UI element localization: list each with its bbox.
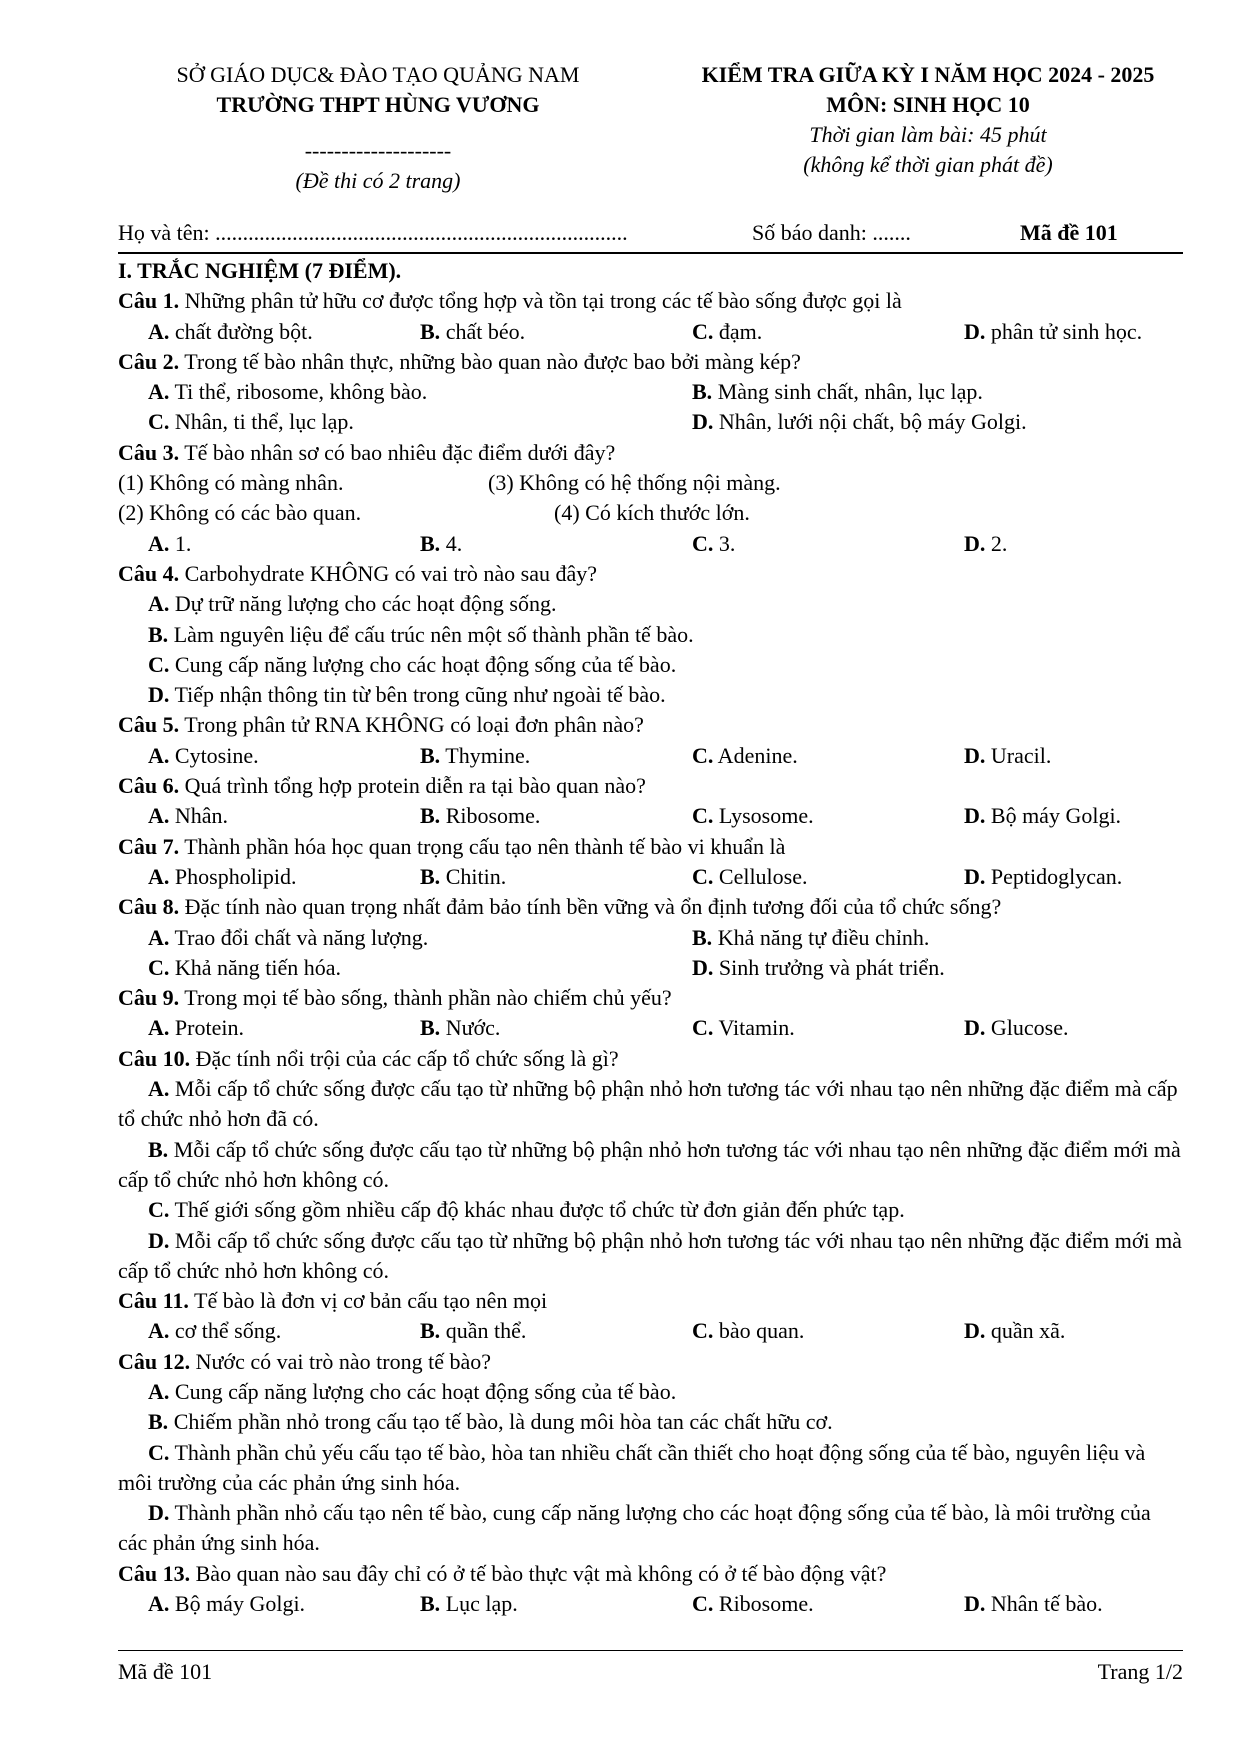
question-stem: [118, 347, 1183, 377]
option-letter: D.: [964, 1591, 986, 1617]
statement-row: [118, 468, 1183, 498]
header-divider: --------------------: [304, 138, 452, 163]
question-text: Đặc tính nào quan trọng nhất đảm bảo tính bền vững và ổn định tương đối của tổ chức sống?: [179, 894, 1002, 920]
student-info-row: [118, 218, 1183, 254]
options-row: [118, 923, 1183, 953]
answer-option-b[interactable]: [692, 377, 983, 407]
options-row: [118, 1074, 1183, 1135]
question-number: Câu 6.: [118, 773, 180, 799]
option-letter: D.: [964, 742, 986, 768]
option-text: bào quan.: [713, 1318, 805, 1344]
question-stem: [118, 1559, 1183, 1589]
answer-option-b[interactable]: [148, 620, 694, 650]
options-row: [118, 620, 1183, 650]
option-text: Cytosine.: [169, 742, 259, 768]
option-letter: B.: [692, 924, 713, 950]
option-text: Peptidoglycan.: [985, 863, 1123, 889]
option-text: 1.: [169, 530, 192, 556]
option-letter: B.: [420, 1591, 441, 1617]
option-text: Protein.: [169, 1015, 244, 1041]
footer-exam-code: Mã đề 101: [118, 1659, 213, 1684]
answer-option-a[interactable]: [148, 1013, 244, 1043]
options-row: [118, 1407, 1183, 1437]
option-text: Glucose.: [985, 1015, 1069, 1041]
student-name-field[interactable]: Họ và tên: ...........................................................................: [118, 220, 628, 245]
question-number: Câu 4.: [118, 560, 180, 586]
pages-note: (Đề thi có 2 trang): [295, 168, 461, 193]
option-letter: D.: [964, 530, 986, 556]
answer-option-c[interactable]: [148, 1197, 905, 1222]
option-letter: B.: [148, 1136, 169, 1162]
option-letter: D.: [148, 1500, 170, 1526]
answer-option-d[interactable]: [964, 741, 1051, 771]
option-letter: D.: [964, 318, 986, 344]
answer-option-b[interactable]: [420, 317, 525, 347]
options-row: [118, 317, 1183, 347]
answer-option-d[interactable]: [964, 1013, 1068, 1043]
answer-option-b[interactable]: [148, 1409, 833, 1434]
answer-option-d[interactable]: [148, 680, 666, 710]
answer-option-b[interactable]: [420, 1589, 518, 1619]
option-letter: C.: [692, 318, 714, 344]
answer-option-a[interactable]: [148, 317, 313, 347]
footer-page-number: Trang 1/2: [1097, 1659, 1183, 1684]
question-text: Đặc tính nổi trội của các cấp tổ chức sống là gì?: [190, 1045, 619, 1071]
answer-option-a[interactable]: [148, 589, 557, 619]
option-text: Cellulose.: [713, 863, 808, 889]
option-letter: A.: [148, 742, 170, 768]
question-number: Câu 12.: [118, 1348, 191, 1374]
question-number: Câu 1.: [118, 288, 180, 314]
option-letter: C.: [148, 954, 170, 980]
options-row: [118, 1316, 1183, 1346]
option-text: đạm.: [713, 318, 763, 344]
subject: MÔN: SINH HỌC 10: [826, 92, 1030, 117]
option-letter: C.: [692, 1015, 714, 1041]
answer-option-d[interactable]: [118, 1228, 1182, 1283]
questions-section: [118, 256, 1183, 1619]
option-text: Nhân tế bào.: [985, 1591, 1103, 1617]
options-row: [118, 741, 1183, 771]
question-stem: [118, 983, 1183, 1013]
option-text: Ribosome.: [713, 1591, 814, 1617]
option-text: Thymine.: [440, 742, 531, 768]
question-stem: [118, 1347, 1183, 1377]
question-text: Nước có vai trò nào trong tế bào?: [190, 1348, 492, 1374]
statement-item: (4) Có kích thước lớn.: [554, 500, 750, 526]
answer-option-c[interactable]: [692, 1589, 814, 1619]
answer-option-b[interactable]: [420, 801, 540, 831]
answer-option-d[interactable]: [692, 407, 1027, 437]
statement-item: (1) Không có màng nhân.: [118, 470, 344, 496]
answer-option-c[interactable]: [692, 529, 735, 559]
question-text: Trong mọi tế bào sống, thành phần nào chiếm chủ yếu?: [179, 985, 672, 1011]
answer-option-c[interactable]: [692, 317, 762, 347]
answer-option-b[interactable]: [118, 1137, 1181, 1192]
department-name: SỞ GIÁO DỤC& ĐÀO TẠO QUẢNG NAM: [176, 62, 580, 87]
options-row: [118, 650, 1183, 680]
option-text: Chitin.: [440, 863, 507, 889]
option-letter: B.: [420, 318, 441, 344]
answer-option-a[interactable]: [148, 377, 427, 407]
option-text: Màng sinh chất, nhân, lục lạp.: [712, 379, 983, 405]
answer-option-b[interactable]: [420, 741, 530, 771]
option-letter: A.: [148, 1076, 170, 1102]
option-text: Adenine.: [713, 742, 798, 768]
page-footer: [118, 1650, 1183, 1689]
option-text: Cung cấp năng lượng cho các hoạt động sống của tế bào.: [169, 651, 677, 677]
option-letter: A.: [148, 863, 170, 889]
option-letter: B.: [420, 742, 441, 768]
option-text: cơ thể sống.: [169, 1318, 282, 1344]
option-text: Bộ máy Golgi.: [985, 803, 1122, 829]
option-letter: A.: [148, 1318, 170, 1344]
option-letter: C.: [148, 1439, 170, 1465]
question-text: Quá trình tổng hợp protein diễn ra tại bào quan nào?: [179, 773, 646, 799]
options-row: [118, 377, 1183, 407]
option-letter: D.: [964, 1318, 986, 1344]
option-text: Trao đổi chất và năng lượng.: [169, 924, 429, 950]
statement-item: (2) Không có các bào quan.: [118, 500, 362, 526]
option-text: Nhân, ti thể, lục lạp.: [169, 409, 354, 435]
option-letter: B.: [148, 1409, 169, 1435]
school-name: TRƯỜNG THPT HÙNG VƯƠNG: [216, 92, 540, 117]
question-stem: [118, 892, 1183, 922]
statement-item: (3) Không có hệ thống nội màng.: [488, 470, 781, 496]
question-text: Bào quan nào sau đây chỉ có ở tế bào thực vật mà không có ở tế bào động vật?: [190, 1560, 887, 1586]
answer-option-c[interactable]: [692, 801, 814, 831]
option-letter: A.: [148, 1378, 170, 1404]
exam-page: [118, 60, 1183, 1619]
option-letter: C.: [692, 1318, 714, 1344]
option-text: chất béo.: [440, 318, 526, 344]
answer-option-a[interactable]: [148, 529, 191, 559]
option-text: Vitamin.: [713, 1015, 795, 1041]
question-stem: [118, 1286, 1183, 1316]
option-letter: B.: [420, 1015, 441, 1041]
options-row: [118, 589, 1183, 619]
option-text: quần xã.: [985, 1318, 1066, 1344]
question-stem: [118, 832, 1183, 862]
option-text: Mỗi cấp tổ chức sống được cấu tạo từ những bộ phận nhỏ hơn tương tác với nhau tạo nên những đặc điểm mới mà cấp tổ chức nhỏ hơn không có.: [118, 1227, 1182, 1283]
question-text: Trong tế bào nhân thực, những bào quan nào được bao bởi màng kép?: [179, 348, 801, 374]
option-letter: C.: [148, 651, 170, 677]
answer-option-b[interactable]: [420, 1316, 526, 1346]
option-letter: C.: [148, 1197, 170, 1223]
answer-option-d[interactable]: [964, 1316, 1065, 1346]
question-number: Câu 5.: [118, 712, 180, 738]
option-letter: B.: [148, 621, 169, 647]
answer-option-d[interactable]: [964, 529, 1007, 559]
answer-option-c[interactable]: [692, 1316, 804, 1346]
question-text: Những phân tử hữu cơ được tổng hợp và tồn tại trong các tế bào sống được gọi là: [179, 288, 902, 314]
options-row: [118, 1377, 1183, 1407]
option-text: Nhân.: [169, 803, 229, 829]
question-number: Câu 7.: [118, 833, 180, 859]
options-row: [118, 407, 1183, 437]
options-row: [118, 1438, 1183, 1499]
options-row: [118, 1195, 1183, 1225]
option-text: chất đường bột.: [169, 318, 313, 344]
option-letter: C.: [692, 863, 714, 889]
question-text: Trong phân tử RNA KHÔNG có loại đơn phân nào?: [179, 712, 644, 738]
option-text: Làm nguyên liệu để cấu trúc nên một số thành phần tế bào.: [168, 621, 694, 647]
answer-option-d[interactable]: [692, 953, 945, 983]
question-number: Câu 8.: [118, 894, 180, 920]
option-text: phân tử sinh học.: [985, 318, 1143, 344]
option-text: Uracil.: [985, 742, 1052, 768]
option-text: Dự trữ năng lượng cho các hoạt động sống.: [169, 591, 557, 617]
question-stem: [118, 286, 1183, 316]
option-letter: A.: [148, 1591, 170, 1617]
option-letter: C.: [692, 1591, 714, 1617]
exam-time-note: (không kể thời gian phát đề): [803, 152, 1053, 177]
option-text: Ti thể, ribosome, không bào.: [169, 379, 428, 405]
option-letter: A.: [148, 1015, 170, 1041]
exam-time: Thời gian làm bài: 45 phút: [809, 122, 1047, 147]
answer-option-a[interactable]: [118, 1076, 1178, 1131]
answer-option-c[interactable]: [118, 1440, 1145, 1495]
option-text: Bộ máy Golgi.: [169, 1591, 306, 1617]
question-number: Câu 13.: [118, 1560, 191, 1586]
question-stem: [118, 1044, 1183, 1074]
option-letter: D.: [964, 803, 986, 829]
answer-option-b[interactable]: [420, 529, 462, 559]
option-letter: A.: [148, 530, 170, 556]
option-letter: D.: [148, 1227, 170, 1253]
option-letter: D.: [964, 1015, 986, 1041]
option-letter: C.: [692, 803, 714, 829]
option-text: Cung cấp năng lượng cho các hoạt động sống của tế bào.: [169, 1378, 677, 1404]
question-number: Câu 9.: [118, 985, 180, 1011]
question-number: Câu 10.: [118, 1045, 191, 1071]
exam-header: [118, 60, 1183, 210]
option-text: Ribosome.: [440, 803, 541, 829]
option-text: 2.: [985, 530, 1008, 556]
option-letter: D.: [692, 409, 714, 435]
answer-option-a[interactable]: [148, 1379, 676, 1404]
answer-option-c[interactable]: [148, 407, 354, 437]
answer-option-d[interactable]: [118, 1500, 1151, 1555]
question-text: Thành phần hóa học quan trọng cấu tạo nên thành tế bào vi khuẩn là: [179, 833, 786, 859]
option-letter: C.: [148, 409, 170, 435]
answer-option-c[interactable]: [692, 862, 808, 892]
option-letter: A.: [148, 379, 170, 405]
option-letter: D.: [964, 863, 986, 889]
question-number: Câu 3.: [118, 439, 180, 465]
option-letter: C.: [692, 530, 714, 556]
options-row: [118, 680, 1183, 710]
answer-option-a[interactable]: [148, 801, 228, 831]
student-id-field[interactable]: Số báo danh: .......: [752, 220, 911, 245]
answer-option-d[interactable]: [964, 317, 1142, 347]
option-text: Tiếp nhận thông tin từ bên trong cũng như ngoài tế bào.: [169, 682, 666, 708]
answer-option-a[interactable]: [148, 1589, 305, 1619]
question-stem: [118, 438, 1183, 468]
option-letter: A.: [148, 318, 170, 344]
answer-option-c[interactable]: [148, 650, 676, 680]
question-text: Carbohydrate KHÔNG có vai trò nào sau đây?: [179, 560, 597, 586]
option-letter: A.: [148, 924, 170, 950]
options-row: [118, 953, 1183, 983]
option-text: Thế giới sống gồm nhiều cấp độ khác nhau được tổ chức từ đơn giản đến phức tạp.: [169, 1197, 905, 1223]
option-text: Chiếm phần nhỏ trong cấu tạo tế bào, là dung môi hòa tan các chất hữu cơ.: [168, 1409, 833, 1435]
question-stem: [118, 559, 1183, 589]
answer-option-c[interactable]: [692, 741, 798, 771]
option-letter: C.: [692, 742, 714, 768]
option-letter: B.: [420, 863, 441, 889]
answer-option-a[interactable]: [148, 741, 259, 771]
answer-option-d[interactable]: [964, 801, 1121, 831]
option-text: Khả năng tiến hóa.: [169, 954, 342, 980]
option-text: Sinh trưởng và phát triển.: [713, 954, 945, 980]
question-text: Tế bào là đơn vị cơ bản cấu tạo nên mọi: [188, 1288, 548, 1314]
options-row: [118, 1135, 1183, 1196]
option-text: Lục lạp.: [440, 1591, 518, 1617]
answer-option-b[interactable]: [692, 923, 929, 953]
option-letter: D.: [148, 682, 170, 708]
option-text: quần thể.: [440, 1318, 527, 1344]
option-text: Mỗi cấp tổ chức sống được cấu tạo từ những bộ phận nhỏ hơn tương tác với nhau tạo nên những đặc điểm mới mà cấp tổ chức nhỏ hơn không có.: [118, 1136, 1181, 1192]
option-letter: B.: [420, 1318, 441, 1344]
exam-code: Mã đề 101: [1020, 220, 1118, 245]
question-stem: [118, 771, 1183, 801]
option-text: Thành phần nhỏ cấu tạo nên tế bào, cung cấp năng lượng cho các hoạt động sống của tế bào, là môi trường của các phản ứng sinh hóa.: [118, 1500, 1151, 1556]
options-row: [118, 1226, 1183, 1287]
option-text: Nước.: [440, 1015, 501, 1041]
option-text: Lysosome.: [713, 803, 814, 829]
option-text: Khả năng tự điều chỉnh.: [712, 924, 930, 950]
answer-option-a[interactable]: [148, 862, 297, 892]
question-stem: [118, 710, 1183, 740]
answer-option-b[interactable]: [420, 862, 506, 892]
option-text: Nhân, lưới nội chất, bộ máy Golgi.: [713, 409, 1027, 435]
option-letter: B.: [692, 379, 713, 405]
answer-option-a[interactable]: [148, 1316, 281, 1346]
options-row: [118, 801, 1183, 831]
option-letter: A.: [148, 591, 170, 617]
section-title: I. TRẮC NGHIỆM (7 ĐIỂM).: [118, 258, 402, 283]
answer-option-b[interactable]: [420, 1013, 500, 1043]
answer-option-a[interactable]: [148, 923, 428, 953]
answer-option-d[interactable]: [964, 1589, 1103, 1619]
option-letter: A.: [148, 803, 170, 829]
exam-title: KIỂM TRA GIỮA KỲ I NĂM HỌC 2024 - 2025: [701, 62, 1155, 87]
options-row: [118, 1589, 1183, 1619]
options-row: [118, 529, 1183, 559]
statement-row: [118, 498, 1183, 528]
option-text: Phospholipid.: [169, 863, 297, 889]
options-row: [118, 1013, 1183, 1043]
question-number: Câu 2.: [118, 348, 180, 374]
question-number: Câu 11.: [118, 1288, 189, 1314]
options-row: [118, 1498, 1183, 1559]
option-text: Thành phần chủ yếu cấu tạo tế bào, hòa tan nhiều chất cần thiết cho hoạt động sống của tế bào, nguyên liệu và môi trường của các phản ứng sinh hóa.: [118, 1439, 1146, 1495]
answer-option-d[interactable]: [964, 862, 1122, 892]
options-row: [118, 862, 1183, 892]
option-letter: D.: [692, 954, 714, 980]
header-right: [658, 60, 1198, 180]
answer-option-c[interactable]: [692, 1013, 795, 1043]
option-text: Mỗi cấp tổ chức sống được cấu tạo từ những bộ phận nhỏ hơn tương tác với nhau tạo nên những đặc điểm mà cấp tổ chức nhỏ hơn đã có.: [118, 1076, 1178, 1132]
answer-option-c[interactable]: [148, 953, 341, 983]
option-text: 3.: [713, 530, 736, 556]
option-letter: B.: [420, 803, 441, 829]
option-letter: B.: [420, 530, 441, 556]
header-left: [118, 60, 638, 196]
question-text: Tế bào nhân sơ có bao nhiêu đặc điểm dưới đây?: [179, 439, 616, 465]
option-text: 4.: [440, 530, 463, 556]
